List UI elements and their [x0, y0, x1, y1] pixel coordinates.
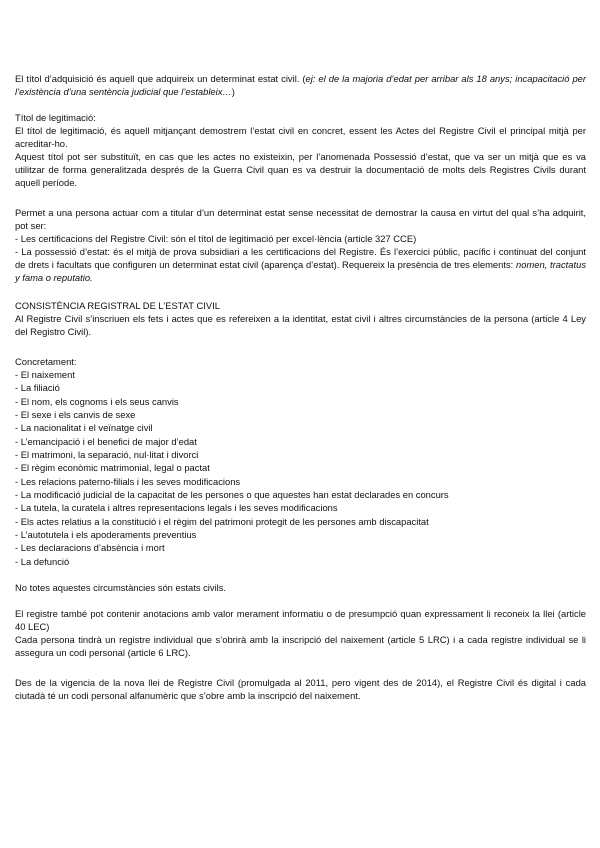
spacer — [15, 98, 586, 111]
list-item: - L’autotutela i els apoderaments preventius — [15, 529, 197, 541]
list-item: - L’emancipació i el benefici de major d’edat — [15, 435, 197, 447]
list-item: - El sexe i els canvis de sexe — [15, 409, 136, 421]
paragraph-legitimacio: El títol de legitimació, és aquell mitjançant demostrem l’estat civil en concret, essent les Actes del Registre Civil el principal mitjà per acreditar-ho. — [15, 125, 586, 149]
heading-consistencia: CONSISTÈNCIA REGISTRAL DE L’ESTAT CIVIL — [15, 300, 220, 311]
spacer — [15, 189, 586, 206]
document-page — [15, 72, 586, 702]
paragraph-registre-individual: Cada persona tindrà un registre individual que s’obrirà amb la inscripció del naixement (article 5 LRC) i a cada registre individual se li assegura un codi personal (article 6 LRC). — [15, 634, 586, 659]
paragraph-consistencia: Al Registre Civil s’inscriuen els fets i actes que es refereixen a la identitat, estat civil i altres circumstàncies de la persona (article 4 Ley del Registro Civil). — [15, 313, 586, 337]
adquisicio-text: El títol d’adquisició és aquell que adquireix un determinat estat civil. ( — [15, 73, 306, 84]
paragraph-permet: Permet a una persona actuar com a titular d’un determinat estat sense necessitat de demostrar la causa en virtut del qual s’ha adquirit, pot ser: — [15, 207, 586, 231]
list-item: - El naixement — [15, 369, 75, 380]
spacer — [15, 568, 586, 581]
list-item: - Les declaracions d’absència i mort — [15, 542, 165, 554]
spacer — [15, 284, 586, 299]
possessio-text: - La possessió d’estat: és el mitjà de prova subsidiari a les certificacions del Registre. És l’exercici públic, pacífic i continuat del conjunt de drets i facultats que configuren un determinat estat civil (aparença d’estat). Requereix la presència de tres elements: — [15, 246, 586, 270]
list-item: - La defunció — [15, 555, 70, 567]
adquisicio-close: ) — [231, 86, 235, 97]
list-item: - La filiació — [15, 382, 60, 394]
paragraph-no-totes: No totes aquestes circumstàncies són estats civils. — [15, 582, 227, 594]
paragraph-titol-adquisicio — [15, 72, 586, 98]
paragraph-possessio-estat: Aquest títol pot ser substituït, en cas que les actes no existeixin, per l’anomenada Possessió d’estat, que va ser un mitjà que es va utilitzar de forma generalitzada després de la Guerra Civil quan es va destruir la documentació de molts dels Registres Civils durant aquell període. — [15, 151, 586, 188]
concretament-list — [15, 368, 586, 568]
list-item: - La tutela, la curatela i altres representacions legals i les seves modificacions — [15, 502, 338, 514]
heading-concretament: Concretament: — [15, 356, 77, 367]
spacer — [15, 594, 586, 607]
spacer — [15, 659, 586, 676]
adquisicio-example: ej: el de la majoria d’edat per arribar als 18 anys; incapacitació per l’existència d’una sentència judicial que l’estableix… — [15, 73, 587, 97]
paragraph-vigencia: Des de la vigencia de la nova llei de Registre Civil (promulgada al 2011, pero vigent des de 2014), el Registre Civil és digital i cada ciutadà té un codi personal alfanumèric que s’obre amb la inscripció del naixement. — [15, 677, 586, 702]
list-item: - La nacionalitat i el veïnatge civil — [15, 422, 153, 434]
list-item: - El matrimoni, la separació, nul·litat i divorci — [15, 449, 199, 461]
list-item: - Els actes relatius a la constitució i el règim del patrimoni protegit de les persones amb discapacitat — [15, 515, 429, 527]
list-item: - El nom, els cognoms i els seus canvis — [15, 395, 179, 407]
list-item: - Les relacions paterno-filials i les seves modificacions — [15, 475, 241, 487]
possessio-elements: nomen, tractatus y fama o reputatio. — [15, 259, 587, 283]
list-item-possessio — [15, 245, 586, 284]
list-item-certificacions: - Les certificacions del Registre Civil: són el títol de legitimació per excel·lència (article 327 CCE) — [15, 233, 417, 244]
paragraph-registre-anotacions: El registre també pot contenir anotacions amb valor merament informatiu o de presumpció quan expressament li reconeix la llei (article 40 LEC) — [15, 608, 586, 633]
spacer — [15, 338, 586, 355]
list-item: - El règim econòmic matrimonial, legal o pactat — [15, 462, 210, 474]
list-item: - La modificació judicial de la capacitat de les persones o que aquestes han estat declarades en concurs — [15, 489, 449, 501]
heading-titol-legitimacio: Títol de legitimació: — [15, 112, 96, 123]
